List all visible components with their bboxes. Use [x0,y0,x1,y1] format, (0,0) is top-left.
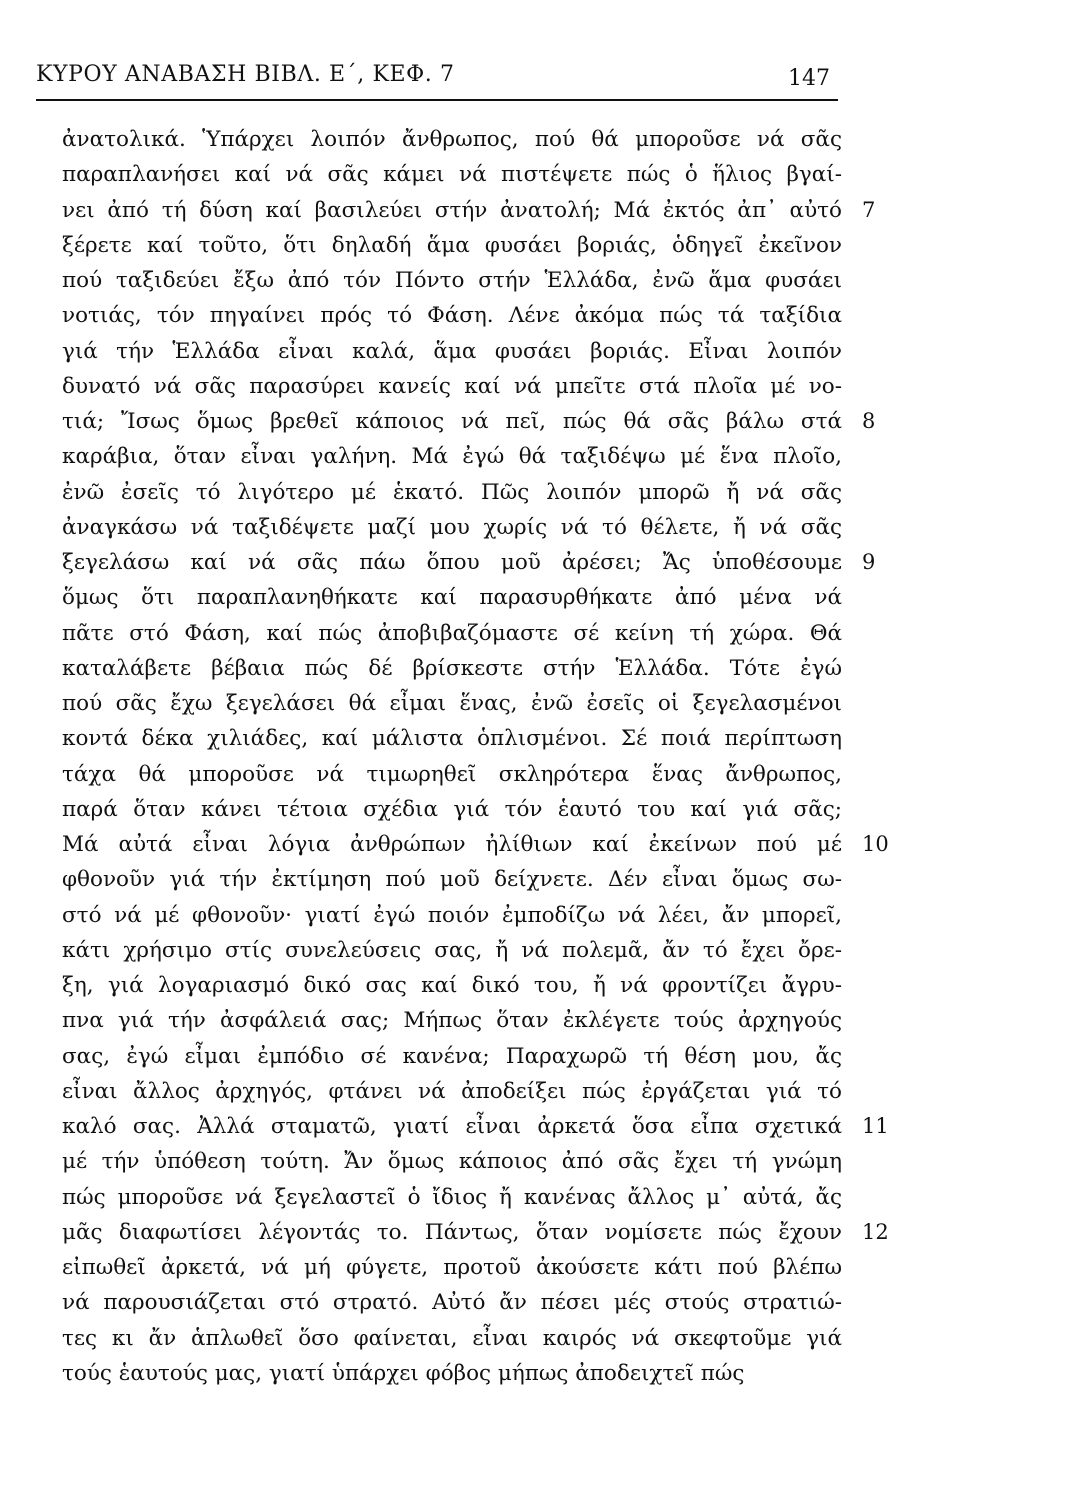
line-text: κοντά δέκα χιλιάδες, καί μάλιστα ὁπλισμένοι. Σέ ποιά περίπτωση [62,726,842,752]
text-line [62,898,842,933]
line-text: τάχα θά μποροῦσε νά τιμωρηθεῖ σκληρότερα ἕνας ἄνθρωπος, [62,761,842,787]
text-line [62,1180,842,1215]
line-text: Μά αὐτά εἶναι λόγια ἀνθρώπων ἠλίθιων καί ἐκείνων πού μέ [62,832,842,857]
text-line [62,228,842,263]
text-line [62,404,876,439]
page-number: 147 [788,66,830,91]
text-line [62,157,842,192]
text-line [62,263,842,298]
text-line [62,1356,842,1391]
line-text: εἰπωθεῖ ἀρκετά, νά μή φύγετε, προτοῦ ἀκούσετε κάτι πού βλέπω [62,1255,842,1280]
text-line [62,721,842,756]
line-text: πού ταξιδεύει ἔξω ἀπό τόν Πόντο στήν Ἑλλάδα, ἐνῶ ἅμα φυσάει [62,268,842,293]
text-line [62,1144,842,1179]
line-text: γιά τήν Ἑλλάδα εἶναι καλά, ἅμα φυσάει βοριάς. Εἶναι λοιπόν [62,338,842,364]
line-text: ἀνατολικά. Ὑπάρχει λοιπόν ἄνθρωπος, πού θά μποροῦσε νά σᾶς [62,127,842,152]
line-text: νά παρουσιάζεται στό στρατό. Αὐτό ἄν πέσει μές στούς στρατιώ- [62,1290,842,1316]
text-line [62,757,842,792]
line-text: τες κι ἄν ἁπλωθεῖ ὅσο φαίνεται, εἶναι καιρός νά σκεφτοῦμε γιά [62,1325,842,1351]
line-text: μέ τήν ὑπόθεση τούτη. Ἄν ὅμως κάποιος ἀπό σᾶς ἔχει τή γνώμη [62,1149,842,1175]
running-head: ΚΥΡΟΥ ΑΝΑΒΑΣΗ ΒΙΒΛ. Ε΄, ΚΕΦ. 7 [36,62,455,87]
line-text: νει ἀπό τή δύση καί βασιλεύει στήν ἀνατολή; Μά ἐκτός ἀπ᾽ αὐτό [62,197,842,223]
section-number: 8 [862,409,876,433]
section-number: 11 [862,1114,889,1138]
text-line [62,792,842,827]
text-line [62,686,842,721]
line-text: παραπλανήσει καί νά σᾶς κάμει νά πιστέψετε πώς ὁ ἥλιος βγαί- [62,162,842,188]
line-text: στό νά μέ φθονοῦν· γιατί ἐγώ ποιόν ἐμποδίζω νά λέει, ἄν μπορεῖ, [62,902,842,928]
text-line [62,1074,842,1109]
text-line [62,1285,842,1320]
text-line [62,616,842,651]
line-text: ξέρετε καί τοῦτο, ὅτι δηλαδή ἅμα φυσάει βοριάς, ὁδηγεῖ ἐκεῖνον [62,232,842,258]
line-text: καράβια, ὅταν εἶναι γαλήνη. Μά ἐγώ θά ταξιδέψω μέ ἕνα πλοῖο, [62,444,842,470]
body-text [62,122,889,1391]
text-line [62,968,842,1003]
text-line [62,1109,889,1144]
line-text: πᾶτε στό Φάση, καί πώς ἀποβιβαζόμαστε σέ κείνη τή χώρα. Θά [62,620,842,646]
text-line [62,334,842,369]
text-line [62,1250,842,1285]
line-text: τιά; Ἴσως ὅμως βρεθεῖ κάποιος νά πεῖ, πώς θά σᾶς βάλω στά [62,409,842,434]
section-number: 9 [862,550,876,574]
text-line [62,475,842,510]
text-line [62,1321,842,1356]
line-text: κάτι χρήσιμο στίς συνελεύσεις σας, ἤ νά πολεμᾶ, ἄν τό ἔχει ὄρε- [62,937,842,963]
text-line [62,122,842,157]
section-number: 10 [862,832,889,856]
text-line [62,580,842,615]
line-text: ξη, γιά λογαριασμό δικό σας καί δικό του, ἤ νά φροντίζει ἄγρυ- [62,973,842,998]
line-text: καταλάβετε βέβαια πώς δέ βρίσκεστε στήν Ἑλλάδα. Τότε ἐγώ [62,655,842,681]
line-text: φθονοῦν γιά τήν ἐκτίμηση πού μοῦ δείχνετε. Δέν εἶναι ὅμως σω- [62,867,842,893]
header-rule [36,99,838,101]
line-text: δυνατό νά σᾶς παρασύρει κανείς καί νά μπεῖτε στά πλοῖα μέ νο- [62,373,842,399]
section-number: 7 [862,197,876,222]
line-text: πώς μποροῦσε νά ξεγελαστεῖ ὁ ἴδιος ἤ κανένας ἄλλος μ᾽ αὐτά, ἄς [62,1184,842,1210]
text-line [62,510,842,545]
line-text: νοτιάς, τόν πηγαίνει πρός τό Φάση. Λένε ἀκόμα πώς τά ταξίδια [62,303,842,329]
page-header [36,62,838,102]
line-text: σας, ἐγώ εἶμαι ἐμπόδιο σέ κανένα; Παραχωρῶ τή θέση μου, ἄς [62,1043,842,1069]
line-text: τούς ἑαυτούς μας, γιατί ὑπάρχει φόβος μήπως ἀποδειχτεῖ πώς [62,1360,745,1386]
text-line [62,545,876,580]
line-text: πού σᾶς ἔχω ξεγελάσει θά εἶμαι ἕνας, ἐνῶ ἐσεῖς οἱ ξεγελασμένοι [62,691,842,716]
text-line [62,298,842,333]
text-line [62,193,876,228]
line-text: ξεγελάσω καί νά σᾶς πάω ὅπου μοῦ ἀρέσει; Ἄς ὑποθέσουμε [62,550,842,575]
line-text: εἶναι ἄλλος ἀρχηγός, φτάνει νά ἀποδείξει πώς ἐργάζεται γιά τό [62,1078,842,1104]
text-line [62,1003,842,1038]
line-text: ἀναγκάσω νά ταξιδέψετε μαζί μου χωρίς νά τό θέλετε, ἤ νά σᾶς [62,514,842,540]
line-text: ὅμως ὅτι παραπλανηθήκατε καί παρασυρθήκατε ἀπό μένα νά [62,585,842,611]
line-text: ἐνῶ ἐσεῖς τό λιγότερο μέ ἑκατό. Πῶς λοιπόν μπορῶ ἤ νά σᾶς [62,479,842,505]
line-text: παρά ὅταν κάνει τέτοια σχέδια γιά τόν ἑαυτό του καί γιά σᾶς; [62,796,842,822]
text-line [62,862,842,897]
text-line [62,827,889,862]
line-text: μᾶς διαφωτίσει λέγοντάς το. Πάντως, ὅταν νομίσετε πώς ἔχουν [62,1219,842,1245]
text-line [62,369,842,404]
line-text: πνα γιά τήν ἀσφάλειά σας; Μήπως ὅταν ἐκλέγετε τούς ἀρχηγούς [62,1008,842,1034]
text-line [62,1039,842,1074]
text-line [62,933,842,968]
text-line [62,439,842,474]
line-text: καλό σας. Ἀλλά σταματῶ, γιατί εἶναι ἀρκετά ὅσα εἶπα σχετικά [62,1114,842,1139]
section-number: 12 [862,1219,889,1244]
text-line [62,1215,889,1250]
text-line [62,651,842,686]
